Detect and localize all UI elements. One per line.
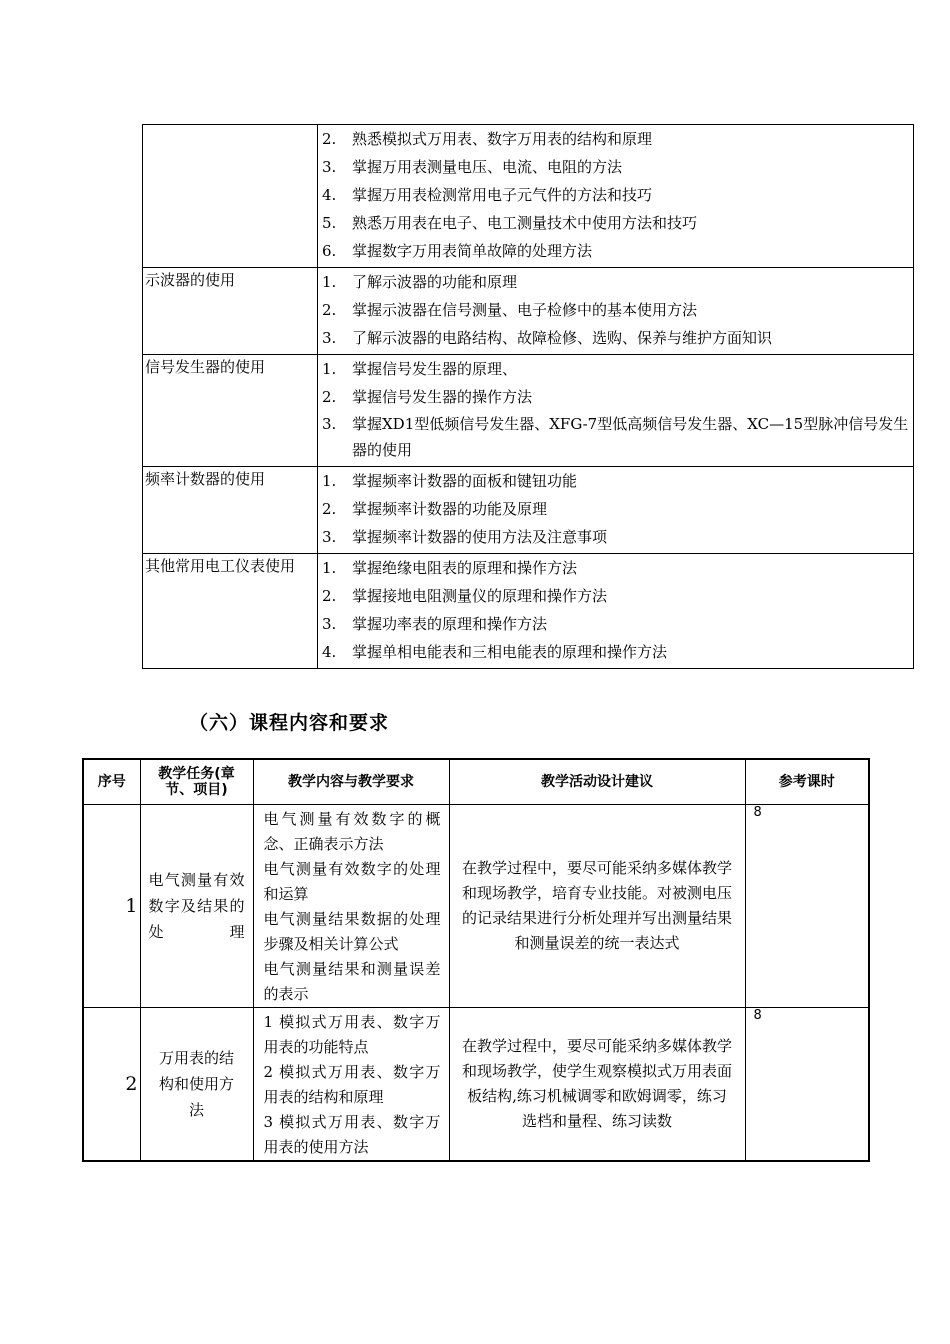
row-items — [318, 268, 914, 355]
item-number: 1. — [322, 472, 337, 490]
item-text: 掌握频率计数器的功能及原理 — [352, 500, 548, 518]
item-text: 掌握万用表测量电压、电流、电阻的方法 — [352, 158, 623, 176]
item-number: 4. — [322, 186, 337, 204]
item-text: 了解示波器的电路结构、故障检修、选购、保养与维护方面知识 — [352, 329, 773, 347]
table-row — [143, 125, 914, 268]
header-content: 教学内容与教学要求 — [253, 759, 449, 805]
item-text: 掌握频率计数器的使用方法及注意事项 — [352, 528, 608, 546]
course-content-table — [82, 758, 870, 1162]
list-item — [320, 610, 911, 638]
row-activity: 在教学过程中，要尽可能采纳多媒体教学和现场教学，使学生观察模拟式万用表面板结构,练习机械调零和欧姆调零，练习选档和量程、练习读数 — [449, 1008, 745, 1162]
table-header-row — [83, 759, 869, 805]
list-item — [320, 181, 911, 209]
row-name: 信号发生器的使用 — [143, 355, 318, 467]
item-text: 掌握XD1型低频信号发生器、XFG-7型低高频信号发生器、XC—15型脉冲信号发生器的使用 — [352, 415, 909, 459]
row-content: 电气测量有效数字的概念、正确表示方法 电气测量有效数字的处理和运算 电气测量结果数据的处理步骤及相关计算公式 电气测量结果和测量误差的表示 — [253, 805, 449, 1008]
row-task: 电气测量有效数字及结果的处理 — [140, 805, 253, 1008]
item-text: 掌握信号发生器的操作方法 — [352, 388, 533, 406]
item-number: 2. — [322, 388, 337, 406]
item-number: 1. — [322, 273, 337, 291]
table-row — [143, 268, 914, 355]
table-row — [143, 467, 914, 554]
list-item — [320, 153, 911, 181]
item-number: 2. — [322, 301, 337, 319]
item-number: 6. — [322, 242, 337, 260]
list-item — [320, 209, 911, 237]
item-text: 掌握单相电能表和三相电能表的原理和操作方法 — [352, 643, 668, 661]
item-text: 掌握绝缘电阻表的原理和操作方法 — [352, 559, 578, 577]
item-text: 熟悉万用表在电子、电工测量技术中使用方法和技巧 — [352, 214, 698, 232]
table-row — [143, 554, 914, 669]
row-items — [318, 125, 914, 268]
item-number: 4. — [322, 643, 337, 661]
item-text: 掌握万用表检测常用电子元气件的方法和技巧 — [352, 186, 653, 204]
row-name: 频率计数器的使用 — [143, 467, 318, 554]
item-number: 5. — [322, 214, 337, 232]
row-seq: 2 — [83, 1008, 140, 1162]
list-item — [320, 495, 911, 523]
list-item — [320, 296, 911, 324]
list-item — [320, 554, 911, 582]
row-name — [143, 125, 318, 268]
item-text: 掌握信号发生器的原理、 — [352, 360, 518, 378]
list-item — [320, 324, 911, 352]
row-hours: 8 — [745, 805, 869, 1008]
row-task: 万用表的结构和使用方法 — [140, 1008, 253, 1162]
section-heading: （六）课程内容和要求 — [189, 712, 390, 734]
row-name: 其他常用电工仪表使用 — [143, 554, 318, 669]
list-item — [320, 582, 911, 610]
item-text: 掌握数字万用表简单故障的处理方法 — [352, 242, 593, 260]
item-number: 2. — [322, 130, 337, 148]
item-text: 掌握示波器在信号测量、电子检修中的基本使用方法 — [352, 301, 698, 319]
table-row — [83, 805, 869, 1008]
item-number: 1. — [322, 360, 337, 378]
list-item — [320, 411, 911, 463]
item-number: 2. — [322, 500, 337, 518]
header-task: 教学任务(章节、项目) — [140, 759, 253, 805]
list-item — [320, 355, 911, 383]
table-row — [83, 1008, 869, 1162]
header-hours: 参考课时 — [745, 759, 869, 805]
header-seq: 序号 — [83, 759, 140, 805]
item-text: 了解示波器的功能和原理 — [352, 273, 518, 291]
row-items — [318, 355, 914, 467]
row-seq: 1 — [83, 805, 140, 1008]
list-item — [320, 125, 911, 153]
row-content: 1 模拟式万用表、数字万用表的功能特点 2 模拟式万用表、数字万用表的结构和原理 3 模拟式万用表、数字万用表的使用方法 — [253, 1008, 449, 1162]
row-items — [318, 467, 914, 554]
header-activity: 教学活动设计建议 — [449, 759, 745, 805]
item-number: 1. — [322, 559, 337, 577]
item-number: 3. — [322, 158, 337, 176]
item-text: 掌握频率计数器的面板和键钮功能 — [352, 472, 578, 490]
row-hours: 8 — [745, 1008, 869, 1162]
item-number: 2. — [322, 587, 337, 605]
item-text: 掌握接地电阻测量仪的原理和操作方法 — [352, 587, 608, 605]
item-number: 3. — [322, 528, 337, 546]
item-text: 掌握功率表的原理和操作方法 — [352, 615, 548, 633]
item-text: 熟悉模拟式万用表、数字万用表的结构和原理 — [352, 130, 653, 148]
row-activity: 在教学过程中，要尽可能采纳多媒体教学和现场教学，培育专业技能。对被测电压的记录结果进行分析处理并写出测量结果和测量误差的统一表达式 — [449, 805, 745, 1008]
list-item — [320, 638, 911, 666]
instrument-requirements-table — [142, 124, 914, 669]
item-number: 3. — [322, 329, 337, 347]
list-item — [320, 467, 911, 495]
list-item — [320, 237, 911, 265]
list-item — [320, 523, 911, 551]
list-item — [320, 268, 911, 296]
row-name: 示波器的使用 — [143, 268, 318, 355]
row-items — [318, 554, 914, 669]
item-number: 3. — [322, 615, 337, 633]
table-row — [143, 355, 914, 467]
item-number: 3. — [322, 415, 337, 433]
list-item — [320, 383, 911, 411]
